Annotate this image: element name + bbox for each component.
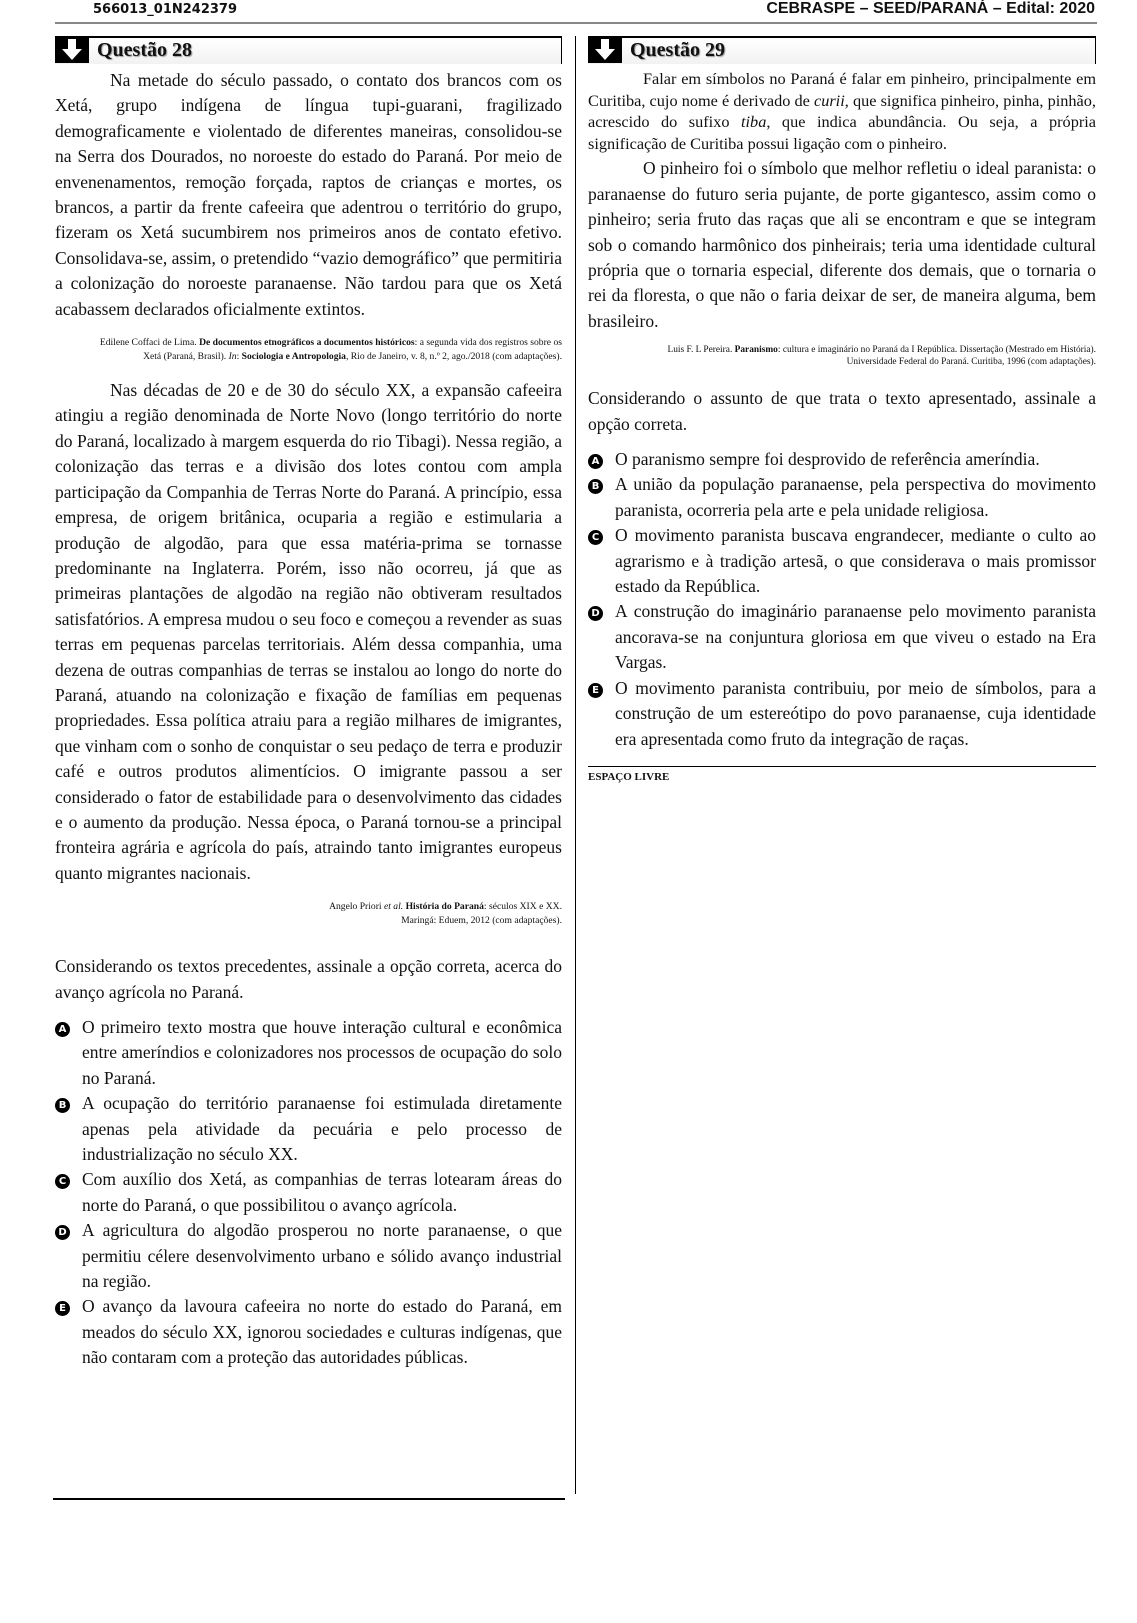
text-segment: Sociologia e Antropologia	[241, 351, 346, 363]
option-letter-badge: A	[588, 454, 603, 469]
text-segment: Angelo Priori	[329, 901, 384, 913]
column-divider	[575, 36, 576, 1494]
option-text: O primeiro texto mostra que houve interação cultural e econômica entre ameríndios e colonizadores nos processos de ocupação do solo no Paraná.	[82, 1017, 562, 1088]
text-segment: In	[228, 351, 237, 363]
text-segment: et al.	[383, 901, 404, 913]
option-letter-badge: E	[588, 683, 603, 698]
arrow-down-icon	[55, 36, 89, 63]
question-header	[588, 36, 1096, 64]
option-e[interactable]	[55, 1294, 562, 1370]
question-header	[55, 36, 562, 64]
text-segment: : a segunda vida dos registros sobre os Xetá (Paraná, Brasil).	[143, 337, 562, 363]
text-segment: : cultura e imaginário no Paraná da I República. Dissertação (Mestrado em História). Universidade Federal do Paraná. Curitiba, 1996 (com adaptações).	[777, 345, 1096, 368]
option-text: O avanço da lavoura cafeeira no norte do estado do Paraná, em meados do século XX, ignorou sociedades e culturas indígenas, que não contaram com a proteção das autoridades públicas.	[82, 1296, 562, 1368]
option-letter-badge: D	[588, 606, 603, 621]
option-a[interactable]	[55, 1015, 562, 1091]
citation-2	[55, 900, 562, 928]
text-segment: Edilene Coffaci de Lima.	[99, 337, 200, 349]
option-d[interactable]	[55, 1218, 562, 1294]
option-e[interactable]	[588, 676, 1096, 752]
question-title: Questão 29	[630, 39, 725, 61]
option-letter-badge: B	[588, 479, 603, 494]
citation-1	[55, 336, 562, 364]
text-paragraph-2: O pinheiro foi o símbolo que melhor refletiu o ideal paranista: o paranaense do futuro seria pujante, de porte gigantesco, assim como o pinheiro; seria fruto das raças que ali se encontram e que se integram sob o comando harmônico dos pinheirais; teria uma identidade cultural própria que o tornaria especial, diferente dos demais, que o tornaria o rei da floresta, o que não o faria deixar de ser, de maneira alguma, bem brasileiro.	[588, 158, 1096, 331]
text-segment: , que indica abundância. Ou seja, a própria significação de Curitiba possui ligação com o pinheiro.	[588, 112, 1097, 153]
text-segment: :	[236, 351, 242, 363]
citation	[588, 344, 1096, 368]
option-letter-badge: E	[55, 1301, 70, 1316]
option-text: O movimento paranista contribuiu, por meio de símbolos, para a construção de um estereótipo do povo paranaense, cuja identidade era apresentada como fruto da integração de raças.	[615, 677, 1096, 749]
option-letter-badge: C	[588, 530, 603, 545]
text-segment: Paranismo	[734, 345, 778, 356]
option-d[interactable]	[588, 599, 1096, 675]
options-list	[588, 447, 1096, 752]
document-code: 566013_01N242379	[93, 2, 238, 17]
text-segment: tiba	[741, 112, 767, 132]
option-c[interactable]	[55, 1167, 562, 1218]
text-segment: História do Paraná	[405, 901, 484, 913]
text-segment: De documentos etnográficos a documentos históricos	[199, 337, 415, 349]
text-segment: , Rio de Janeiro, v. 8, n.º 2, ago./2018 (com adaptações).	[345, 351, 562, 363]
exam-title: CEBRASPE – SEED/PARANÁ – Edital: 2020	[766, 0, 1095, 17]
text-segment: : séculos XIX e XX. Maringá: Eduem, 2012 (com adaptações).	[401, 901, 562, 927]
option-b[interactable]	[55, 1091, 562, 1167]
text-paragraph-1	[588, 68, 1096, 154]
question-28	[55, 36, 562, 1371]
option-letter-badge: D	[55, 1225, 70, 1240]
text-segment: , que significa pinheiro, pinha, pinhão, acrescido do sufixo	[588, 90, 1096, 132]
option-letter-badge: A	[55, 1022, 70, 1037]
bottom-rule	[53, 1498, 565, 1500]
free-space-label: ESPAÇO LIVRE	[588, 766, 1096, 783]
option-letter-badge: B	[55, 1098, 70, 1113]
question-29	[588, 36, 1096, 783]
option-c[interactable]	[588, 523, 1096, 599]
arrow-down-icon	[588, 36, 622, 63]
text-segment: Falar em símbolos no Paraná é falar em pinheiro, principalmente em Curitiba, cujo nome é derivado de	[588, 69, 1096, 110]
question-title: Questão 28	[97, 39, 192, 61]
question-prompt: Considerando o assunto de que trata o texto apresentado, assinale a opção correta.	[588, 388, 1096, 434]
option-text: O movimento paranista buscava engrandecer, mediante o culto ao agrarismo e à tradição artesã, o que considerava o mais promissor estado da República.	[615, 525, 1096, 597]
text-1: Na metade do século passado, o contato dos brancos com os Xetá, grupo indígena de língua tupi-guarani, fragilizado demograficamente e violentado de diferentes maneiras, consolidou-se na Serra dos Dourados, no noroeste do estado do Paraná. Por meio de envenenamentos, remoção forçada, raptos de crianças e mortes, os brancos, a partir da frente cafeeira que adentrou o território do grupo, fizeram os Xetá sucumbirem nos primeiros anos de contato efetivo. Consolidava-se, assim, o pretendido “vazio demográfico” que permitiria a colonização do noroeste paranaense. Não tardou para que os Xetá acabassem declarados oficialmente extintos.	[55, 70, 562, 319]
option-text: O paranismo sempre foi desprovido de referência ameríndia.	[615, 449, 1040, 470]
option-text: A agricultura do algodão prosperou no norte paranaense, o que permitiu célere desenvolvimento urbano e sólido avanço industrial na região.	[82, 1220, 562, 1292]
option-letter-badge: C	[55, 1174, 70, 1189]
text-segment: curii	[813, 90, 845, 110]
option-text: Com auxílio dos Xetá, as companhias de terras lotearam áreas do norte do Paraná, o que possibilitou o avanço agrícola.	[82, 1169, 562, 1215]
text-segment: Luis F. L Pereira.	[667, 345, 735, 356]
option-text: A ocupação do território paranaense foi estimulada diretamente apenas pela atividade da pecuária e pelo processo de industrialização no século XX.	[82, 1093, 562, 1165]
option-text: A união da população paranaense, pela perspectiva do movimento paranista, ocorreria pela arte e pela unidade religiosa.	[615, 474, 1096, 520]
option-a[interactable]	[588, 447, 1096, 472]
question-prompt: Considerando os textos precedentes, assinale a opção correta, acerca do avanço agrícola no Paraná.	[55, 956, 562, 1002]
option-text: A construção do imaginário paranaense pelo movimento paranista ancorava-se na conjuntura gloriosa em que viveu o estado na Era Vargas.	[615, 601, 1096, 673]
text-2: Nas décadas de 20 e de 30 do século XX, a expansão cafeeira atingiu a região denominada de Norte Novo (longo território do norte do Paraná, localizado à margem esquerda do rio Tibagi). Nessa região, a colonização das terras e a divisão dos lotes contou com ampla participação da Companhia de Terras Norte do Paraná. A princípio, essa empresa, de origem britânica, ocuparia a região e estimularia a produção de algodão, para que essa matéria-prima se tornasse predominante na Inglaterra. Porém, isso não ocorreu, já que as primeiras plantações de algodão na região não obtiveram resultados satisfatórios. A empresa mudou o seu foco e começou a revender as suas terras em pequenas parcelas territoriais. Além dessa companhia, uma dezena de outras companhias de terras se instalou ao longo do norte do Paraná, atuando na colonização e fixação de famílias em pequenas propriedades. Essa política atraiu para a região milhares de imigrantes, que vinham com o sonho de conquistar o seu pedaço de terra e produzir café e outros produtos alimentícios. O imigrante passou a ser considerado o fator de estabilidade para o desenvolvimento das cidades e o aumento da produção. Nessa época, o Paraná tornou-se a principal fronteira agrária e agrícola do país, atraindo tanto imigrantes europeus quanto migrantes nacionais.	[55, 380, 562, 883]
options-list	[55, 1015, 562, 1371]
option-b[interactable]	[588, 472, 1096, 523]
header-rule	[55, 22, 1097, 24]
